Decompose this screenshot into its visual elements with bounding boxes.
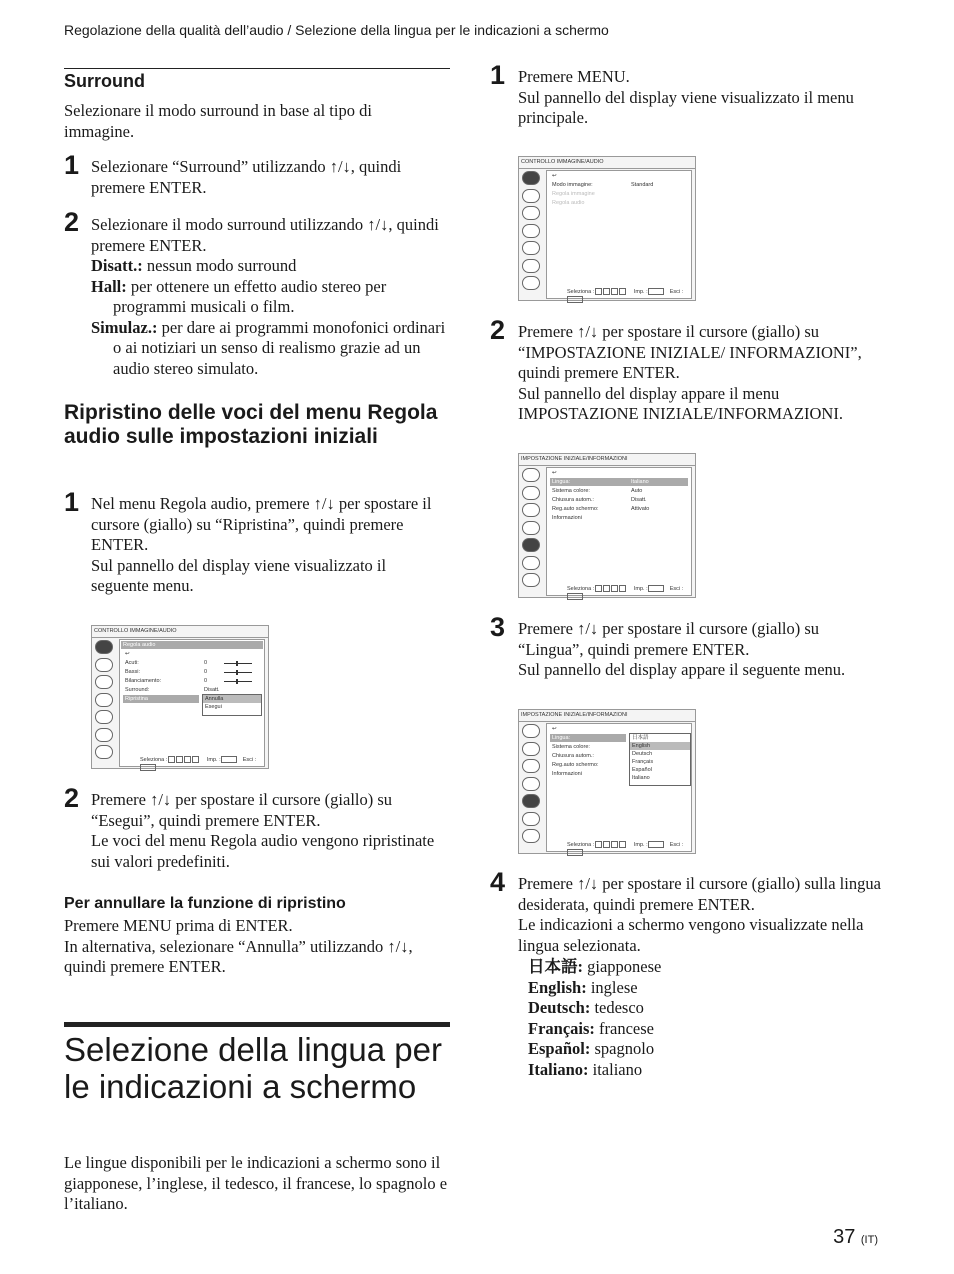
lang-step-1-note: Sul pannello del display viene visualizzato il menu principale.: [518, 87, 854, 127]
menu-row: Modo immagine:: [552, 182, 593, 188]
step-number: 1: [64, 150, 80, 180]
lang-step-1-text: Premere MENU.: [518, 67, 630, 86]
menu-row: Chiusura autom.:: [552, 497, 594, 503]
menu-icon-column: [522, 724, 542, 847]
dropdown-option: Italiano: [632, 775, 650, 781]
screen-main-menu: [518, 156, 696, 301]
surround-intro: Selezionare il modo surround in base al tipo di immagine.: [64, 101, 372, 141]
reset-step-1: [91, 494, 447, 597]
cancel-line: Premere MENU prima di ENTER.: [64, 916, 293, 935]
language-dropdown: [629, 733, 691, 786]
menu-value: 0: [204, 678, 208, 684]
lang-step-2-note: Sul pannello del display appare il menu IMPOSTAZIONE INIZIALE/INFORMAZIONI.: [518, 383, 843, 423]
menu-value: Auto: [631, 488, 643, 494]
picture-audio-icon: [95, 640, 113, 654]
menu-icon: [522, 724, 540, 738]
screen-title: CONTROLLO IMMAGINE/AUDIO: [94, 628, 177, 634]
step-number: 1: [64, 487, 80, 517]
menu-icon: [522, 468, 540, 482]
slider: [224, 672, 252, 673]
screen-footer: Seleziona : Imp. : Esci :: [567, 841, 691, 849]
back-icon: ↩: [552, 173, 557, 179]
menu-row: Surround:: [125, 687, 150, 693]
menu-value: Attivato: [631, 506, 650, 512]
menu-value: 0: [204, 660, 208, 666]
menu-row: Regola immagine: [552, 191, 595, 197]
menu-icon-column: [522, 171, 542, 294]
reset-step-2: [91, 790, 447, 872]
dropdown-option: Français: [632, 759, 654, 765]
cancel-text: [64, 916, 450, 978]
menu-value: Disatt.: [631, 497, 647, 503]
reset-step-2-note: Le voci del menu Regola audio vengono ripristinate sui valori predefiniti.: [91, 831, 435, 871]
step-number: 2: [64, 783, 80, 813]
lang-step-3: [518, 619, 888, 681]
menu-icon: [522, 241, 540, 255]
menu-icon: [522, 556, 540, 570]
menu-row: Sistema colore:: [552, 488, 590, 494]
menu-icon: [522, 486, 540, 500]
lang-step-2: [518, 322, 888, 425]
lang-step-4-text: Premere ↑/↓ per spostare il cursore (giallo) sulla lingua desiderata, quindi premere ENTER.: [518, 874, 881, 914]
reset-step-1-note: Sul pannello del display viene visualizzato il seguente menu.: [91, 555, 387, 595]
language-item: Deutsch: tedesco: [528, 998, 644, 1017]
dropdown-option: Annulla: [203, 695, 261, 703]
screen-title: IMPOSTAZIONE INIZIALE/INFORMAZIONI: [521, 456, 628, 462]
step-number: 2: [490, 315, 506, 345]
chapter-rule: [64, 1022, 450, 1027]
menu-icon: [95, 693, 113, 707]
menu-panel: [119, 639, 265, 767]
page-number: [833, 1226, 878, 1249]
menu-row-selected: Ripristina: [123, 695, 199, 703]
menu-value: Disatt.: [204, 687, 220, 693]
lang-step-3-note: Sul pannello del display appare il seguente menu.: [518, 660, 846, 679]
reset-step-1-text: Nel menu Regola audio, premere ↑/↓ per spostare il cursore (giallo) su “Ripristina”, quindi premere ENTER.: [91, 494, 432, 554]
menu-icon: [522, 777, 540, 791]
running-header: Regolazione della qualità dell’audio / Selezione della lingua per le indicazioni a schermo: [64, 22, 609, 38]
menu-icon: [522, 189, 540, 203]
page-number-value: 37: [833, 1226, 856, 1248]
lang-step-2-text: Premere ↑/↓ per spostare il cursore (giallo) su “IMPOSTAZIONE INIZIALE/ INFORMAZIONI”, quindi premere ENTER.: [518, 322, 862, 382]
menu-icon: [522, 521, 540, 535]
surround-step-1: Selezionare “Surround” utilizzando ↑/↓, quindi premere ENTER.: [91, 157, 402, 197]
menu-icon: [522, 503, 540, 517]
screen-footer: Seleziona : Imp. : Esci :: [567, 585, 691, 593]
step-number: 4: [490, 867, 506, 897]
menu-icon: [522, 812, 540, 826]
surround-option-hall: Hall: per ottenere un effetto audio stereo per programmi musicali o film.: [91, 276, 387, 316]
menu-icon: [522, 224, 540, 238]
surround-step-2-text: Selezionare il modo surround utilizzando ↑/↓, quindi premere ENTER.: [91, 215, 439, 255]
screen-initial-settings: [518, 453, 696, 598]
chapter-intro: Le lingue disponibili per le indicazioni a schermo sono il giapponese, l’inglese, il tedesco, il francese, lo spagnolo e l’italiano.: [64, 1153, 448, 1213]
dropdown-option: English: [630, 742, 690, 750]
screen-title: CONTROLLO IMMAGINE/AUDIO: [521, 159, 604, 165]
dropdown-option: Esegui: [205, 704, 222, 710]
menu-icon: [95, 675, 113, 689]
lang-step-1: [518, 67, 888, 129]
slider: [224, 663, 252, 664]
back-icon: ↩: [125, 651, 130, 657]
menu-row: Sistema colore:: [552, 744, 590, 750]
menu-icon: [95, 710, 113, 724]
screen-title: IMPOSTAZIONE INIZIALE/INFORMAZIONI: [521, 712, 628, 718]
menu-icon: [95, 728, 113, 742]
setup-info-icon: [522, 794, 540, 808]
language-item: 日本語: giapponese: [528, 957, 662, 976]
back-icon: ↩: [552, 726, 557, 732]
menu-icon: [95, 658, 113, 672]
menu-panel: [546, 467, 692, 596]
language-item: Español: spagnolo: [528, 1039, 655, 1058]
screen-footer: Seleziona : Imp. : Esci :: [567, 288, 691, 296]
language-list: [528, 957, 878, 1080]
reset-heading: Ripristino delle voci del menu Regola audio sulle impostazioni iniziali: [64, 401, 438, 448]
menu-icon-column: [522, 468, 542, 591]
dropdown-option: Español: [632, 767, 652, 773]
menu-panel: [546, 170, 692, 299]
menu-value: Italiano: [631, 479, 649, 485]
section-rule: [64, 68, 450, 69]
menu-icon-column: [95, 640, 115, 763]
reset-step-2-text: Premere ↑/↓ per spostare il cursore (giallo) su “Esegui”, quindi premere ENTER.: [91, 790, 393, 830]
menu-row: Reg.auto schermo:: [552, 762, 599, 768]
menu-icon: [522, 573, 540, 587]
menu-panel: [546, 723, 692, 852]
page-language-code: (IT): [860, 1234, 878, 1246]
surround-heading: Surround: [64, 71, 145, 91]
menu-row-selected: Lingua:: [550, 478, 688, 486]
lang-step-4: [518, 874, 888, 956]
step-number: 3: [490, 612, 506, 642]
submenu-title: Regola audio: [121, 641, 263, 649]
menu-row: Chiusura autom.:: [552, 753, 594, 759]
menu-icon: [522, 759, 540, 773]
surround-option-simul: Simulaz.: per dare ai programmi monofonici ordinari o ai notiziari un senso di realismo grazie ad un audio stereo simulato.: [91, 317, 446, 378]
surround-step-2: [91, 215, 447, 379]
lang-step-3-text: Premere ↑/↓ per spostare il cursore (giallo) su “Lingua”, quindi premere ENTER.: [518, 619, 820, 659]
menu-icon: [522, 206, 540, 220]
menu-value: Standard: [631, 182, 654, 188]
cancel-line: In alternativa, selezionare “Annulla” utilizzando ↑/↓, quindi premere ENTER.: [64, 936, 413, 976]
menu-icon: [522, 829, 540, 843]
menu-row: Bassi:: [125, 669, 140, 675]
picture-audio-icon: [522, 171, 540, 185]
cancel-heading: Per annullare la funzione di ripristino: [64, 895, 346, 912]
menu-row: Acuti:: [125, 660, 139, 666]
menu-row: Informazioni: [552, 515, 582, 521]
reset-dropdown: [202, 694, 262, 716]
screen-footer: Seleziona : Imp. : Esci :: [140, 756, 264, 764]
language-item: English: inglese: [528, 977, 638, 997]
menu-icon: [95, 745, 113, 759]
surround-option-off: Disatt.: nessun modo surround: [91, 256, 297, 275]
back-icon: ↩: [552, 470, 557, 476]
dropdown-option: Deutsch: [632, 751, 653, 757]
menu-icon: [522, 276, 540, 290]
menu-row-selected: Lingua:: [550, 734, 626, 742]
menu-value: 0: [204, 669, 208, 675]
menu-row: Regola audio: [552, 200, 585, 206]
menu-icon: [522, 742, 540, 756]
step-number: 2: [64, 207, 80, 237]
language-item: Italiano: italiano: [528, 1059, 643, 1079]
lang-step-4-note: Le indicazioni a schermo vengono visualizzate nella lingua selezionata.: [518, 915, 864, 955]
step-number: 1: [490, 60, 506, 90]
menu-row: Informazioni: [552, 771, 582, 777]
language-item: Français: francese: [528, 1018, 654, 1038]
setup-info-icon: [522, 538, 540, 552]
menu-row: Reg.auto schermo:: [552, 506, 599, 512]
slider: [224, 681, 252, 682]
screen-language-select: [518, 709, 696, 854]
menu-icon: [522, 259, 540, 273]
menu-row: Bilanciamento:: [125, 678, 162, 684]
dropdown-option: 日本語: [632, 735, 649, 741]
chapter-title: Selezione della lingua per le indicazioni a schermo: [64, 1031, 442, 1105]
screen-audio-reset: [91, 625, 269, 769]
